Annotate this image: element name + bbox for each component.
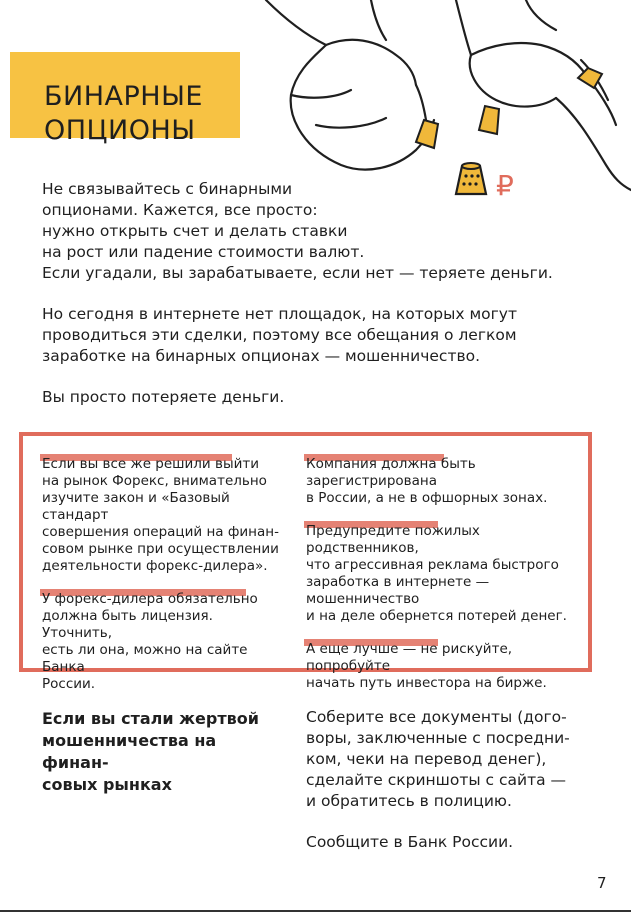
bottom-divider xyxy=(0,910,631,912)
page-title xyxy=(44,80,203,148)
title-line-1: БИНАРНЫЕ xyxy=(44,81,203,112)
intro-paragraph-1: Не связывайтесь с бинарными опционами. Кажется, все просто: нужно открыть счет и делать ставки на рост или падение стоимости валют. Если угадали, вы зарабатываете, если нет — теряете деньги. xyxy=(42,180,553,282)
ruble-sign-icon: ₽ xyxy=(496,169,514,202)
warning-left-column xyxy=(42,456,282,709)
warning-left-item: У форекс-дилера обязательно должна быть лицензия. Уточнить, есть ли она, можно на сайте Банка России. xyxy=(42,591,258,692)
warning-left-item: Если вы все же решили выйти на рынок Форекс, внимательно изучите закон и «Базовый стандарт совершения операций на финан- совом рынке при осуществлении деятельности форекс-дилера». xyxy=(42,456,279,574)
page-number: 7 xyxy=(597,874,607,892)
title-line-2: ОПЦИОНЫ xyxy=(44,115,196,146)
victim-paragraph-1: Соберите все документы (дого- воры, заключенные с посредни- ком, чеки на перевод денег), сделайте скриншоты с сайта — и обратитесь в полицию. xyxy=(306,708,570,810)
intro-text xyxy=(42,179,582,428)
intro-paragraph-2: Но сегодня в интернете нет площадок, на которых могут проводиться эти сделки, поэтому все обещания о легком заработке на бинарных опционах — мошенничество. xyxy=(42,305,517,365)
warning-right-item: Предупредите пожилых родственников, что агрессивная реклама быстрого заработка в интернете — мошенничество и на деле обернется потерей денег. xyxy=(306,523,567,624)
victim-section-text xyxy=(306,707,576,873)
warning-right-column xyxy=(306,456,586,708)
victim-paragraph-2: Сообщите в Банк России. xyxy=(306,833,514,851)
warning-right-item: А еще лучше — не рискуйте, попробуйте начать путь инвестора на бирже. xyxy=(306,641,547,691)
victim-section-title: Если вы стали жертвой мошенничества на финан- совых рынках xyxy=(42,709,259,794)
warning-right-item: Компания должна быть зарегистрирована в России, а не в офшорных зонах. xyxy=(306,456,548,506)
intro-paragraph-3: Вы просто потеряете деньги. xyxy=(42,388,285,406)
